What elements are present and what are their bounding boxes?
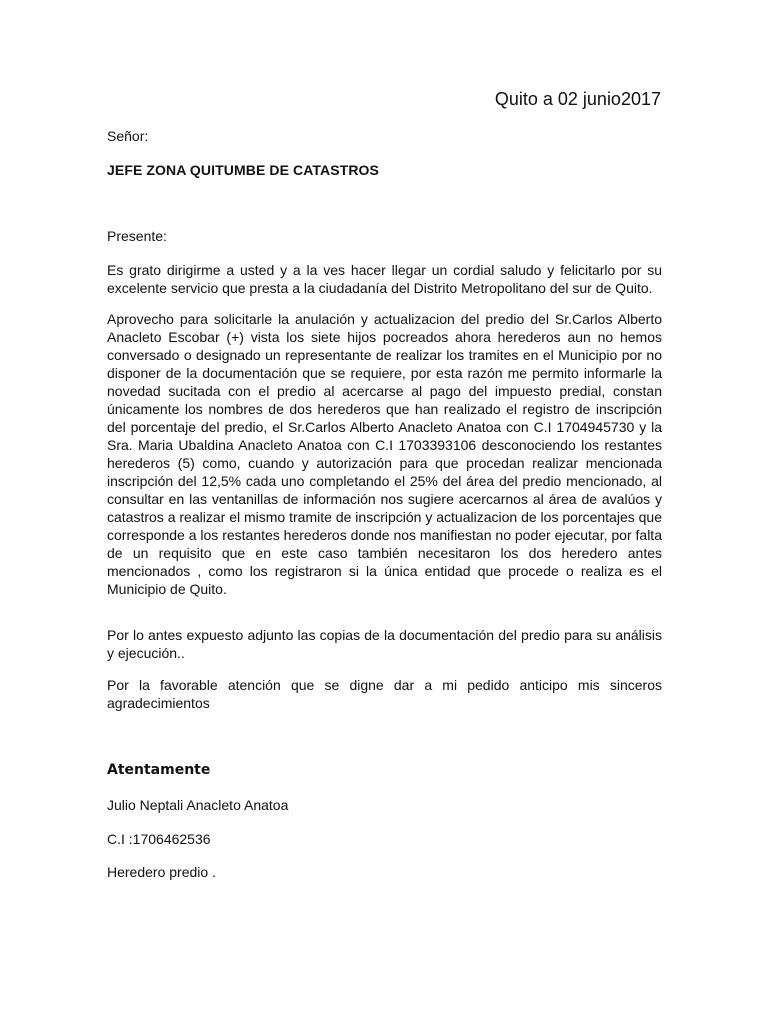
signature-role: Heredero predio . [107,864,216,880]
recipient: JEFE ZONA QUITUMBE DE CATASTROS [107,162,379,178]
letter-date: Quito a 02 junio2017 [494,89,661,109]
paragraph-attachment: Por lo antes expuesto adjunto las copias de la documentación del predio para su análisis y ejecución.. [107,627,662,661]
closing: Atentamente [107,762,211,778]
paragraph-thanks: Por la favorable atención que se digne dar a mi pedido anticipo mis sinceros agradecimientos [107,677,662,711]
salutation: Señor: [107,128,149,144]
signature-name: Julio Neptali Anacleto Anatoa [107,797,289,813]
paragraph-request: Aprovecho para solicitarle la anulación y actualizacion del predio del Sr.Carlos Alberto Anacleto Escobar (+) vista los siete hijos pocreados ahora herederos aun no hemos conversado o designado un representante de realizar los tramites en el Municipio por no disponer de la documentación que se requiere, por esta razón me permito informarle la novedad sucitada con el predio al acercarse al pago del impuesto predial, constan únicamente los nombres de dos herederos que han realizado el registro de inscripción del porcentaje del predio, el Sr.Carlos Alberto Anacleto Anatoa con C.I 1704945730 y la Sra. Maria Ubaldina Anacleto Anatoa con C.I 1703393106 desconociendo los restantes herederos (5) como, cuando y autorización para que procedan realizar mencionada inscripción del 12,5% cada uno completando el 25% del área del predio mencionado, al consultar en las ventanillas de información nos sugiere acercarnos al área de avalúos y catastros a realizar el mismo tramite de inscripción y actualizacion de los porcentajes que corresponde a los restantes herederos donde nos manifiestan no poder ejecutar, por falta de un requisito que en este caso también necesitaron los dos heredero antes mencionados , como los registraron si la única entidad que procede o realiza es el Municipio de Quito. [107,311,662,597]
signature-id: C.I :1706462536 [107,831,211,847]
paragraph-greeting: Es grato dirigirme a usted y a la ves hacer llegar un cordial saludo y felicitarlo por su excelente servicio que presta a la ciudadanía del Distrito Metropolitano del sur de Quito. [107,262,662,296]
presente-line: Presente: [107,228,167,244]
